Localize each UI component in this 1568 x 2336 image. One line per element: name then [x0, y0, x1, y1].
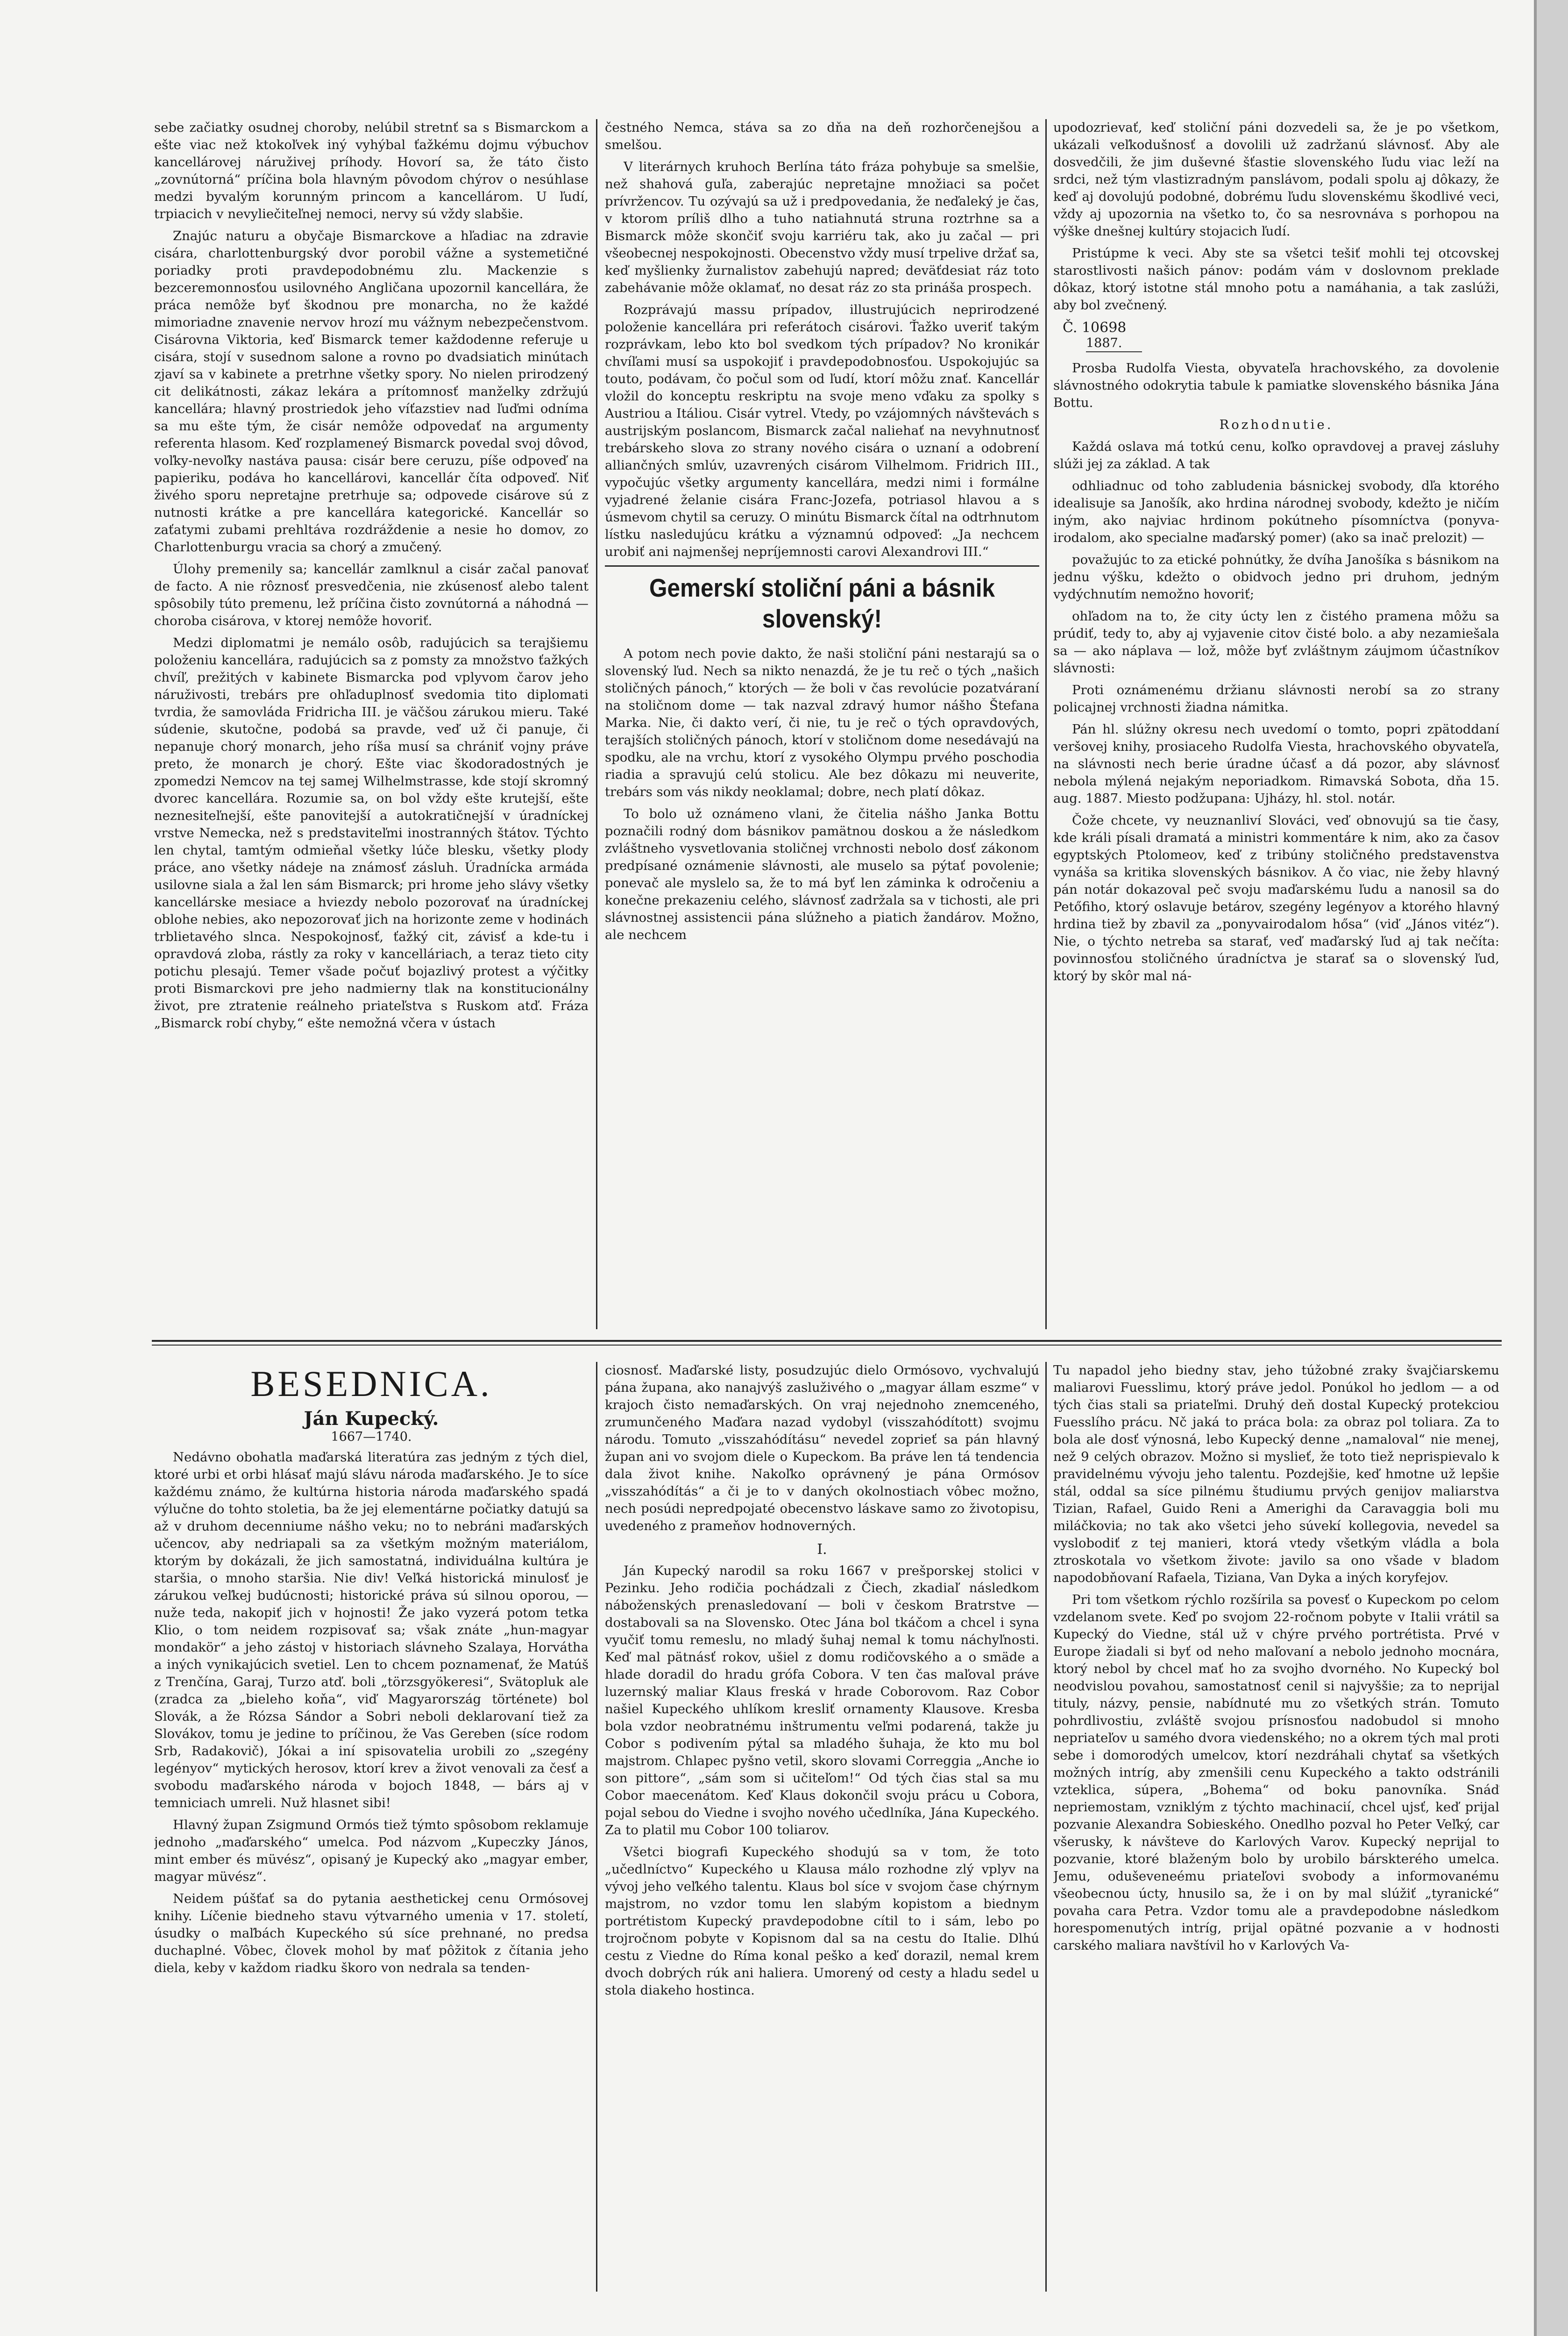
article-divider	[605, 565, 1039, 567]
paragraph: Ján Kupecký narodil sa roku 1667 v prešporskej stolici v Pezinku. Jeho rodičia pochádzali z Čiech, zkadiaľ následkom náboženských prenasledovaní — boli v českom Bratrstve — dostabovali sa na Slovensko. Otec Jána bol tkáčom a chcel i syna vyučiť tomu remeslu, no mladý šuhaj nemal k tomu náchyľnosti. Keď mal pätnásť rokov, ušiel z domu rodičovského a o smäde a hlade doradil do hradu grófa Cobora. V ten čas maľoval práve luzernský maliar Klaus freská v hrade Coborovom. Raz Cobor našiel Kupeckého uhlíkom kresliť ornamenty Klausove. Kresba bola vzdor neobratnému inštrumentu veľmi podarená, takže ju Cobor s podivením pýtal sa mladého šuhaja, že kto mu bol majstrom. Chlapec pyšno vetil, skoro slovami Correggia „Anche io son pittore“, „sám som si učiteľom!“ Od tých čias stal sa mu Cobor maecenátom. Keď Klaus dokončil svoju prácu u Cobora, pojal sebou do Viedne i svojho nového učedlníka, Jána Kupeckého. Za to platil mu Cobor 100 toliarov.	[605, 1563, 1039, 1837]
paragraph: Proti oznámenému držianu slávnosti nerobí sa zo strany policajnej vrchnosti žiadna námitka.	[1053, 683, 1499, 715]
column-bottom-middle	[605, 1362, 1039, 2292]
column-top-left	[154, 119, 589, 1329]
paragraph: Každá oslava má totkú cenu, koľko opravdovej a pravej zásluhy slúži jej za základ. A tak	[1053, 439, 1499, 471]
column-bottom-left	[154, 1362, 589, 2292]
column-divider	[1045, 119, 1047, 1329]
column-divider	[1045, 1362, 1047, 2292]
paragraph: Prosba Rudolfa Viesta, obyvateľa hrachovského, za dovolenie slávnostného odokrytia tabule k pamiatke slovenského básnika Jána Bottu.	[1053, 361, 1499, 410]
page-edge	[1537, 0, 1568, 2336]
paragraph: Medzi diplomatmi je nemálo osôb, radujúcich sa terajšiemu položeniu kancellára, radujúcich sa z pomsty za množstvo ťažkých chvíľ, prežitých v kabinete Bismarcka pod vplyvom čarov jeho náruživosti, trebárs pre ohľaduplnosť svedomia tito diplomati tvrdia, že samovláda Fridricha III. je väčšou zárukou mieru. Také súdenie, skutočne, podobá sa pravde, veď už či panuje, či nepanuje chorý monarch, jeho ríša musí sa chrániť vojny práve preto, že monarch je chorý. Ešte viac škodoradostných je zpomedzi Nemcov na tej samej Wilhelmstrasse, kde stojí skromný dvorec kancellára. Rozumie sa, on bol vždy ešte krutejší, ešte neznesiteľnejší, ešte panovitejší a autokratičnejší v úradníckej vrstve Nemecka, než s predstaviteľmi inostranných štátov. Týchto len chytal, tamtým odmieňal všetky lúče blesku, všetky plody práce, ano všetky nádeje na známosť zásluh. Úradnícka armáda usilovne siala a žal len sám Bismarck; pri hrome jeho slávy všetky kancellárske mesiace a hviezdy nebolo pozorovať na úradníckej oblohe nebies, ako nepozorovať jich na horizonte zeme v hodinách trblietavého slnca. Nespokojnosť, ťažký cit, závisť a kde-tu i opravdová zloba, rástly za roky v kancelláriach, a teraz tieto city potichu plesajú. Temer všade počuť bojazlivý protest a výčitky proti Bismarckovi pre jeho nadmierny tlak na konstitucionálny život, pre ztratenie reálneho priateľstva s Ruskom atď. Fráza „Bismarck robí chyby,“ ešte nemožná včera v ústach	[154, 635, 589, 1031]
decision-heading: Rozhodnutie.	[1219, 417, 1334, 432]
paragraph: Nedávno obohatla maďarská literatúra zas jedným z tých diel, ktoré urbi et orbi hlásať majú slávu národa maďarského. Je to síce každému známo, že kultúrna historia národa maďarského spadá výlučne do tohto stoletia, ba že jej elementárne počiatky datujú sa až v druhom decenniume nášho veku; no to nebráni maďarských učencov, aby nedriapali sa za všetkým možným materiálom, ktorým by dokázali, že jich samostatná, individuálna kultúra je staršia, o mnoho staršia. Nie div! Veľká historická minulosť je zárukou veľkej budúcnosti; historické práva sú silnou oporou, — nuže teda, nakopiť jich v hojnosti! Že jako vyzerá potom tetka Klio, o tom neidem rozpisovať sa; však znáte „hun-magyar mondakör“ a jeho zástoj v historiach slávneho Szalaya, Horvátha a iných vynikajúcich svetiel. Len to chcem poznamenať, že Matúš z Trenčína, Garaj, Turzo atď. boli „törzsgyökeresi“, Svätopluk ale (zradca za „bieleho koňa“, viď Magyarország története) bol Slovák, a že Rózsa Sándor a Sobri neboli deklarovaní tiež za Slovákov, tomu je jedine to príčinou, že Vas Gereben (síce rodom Srb, Radakovič), Jókai a iní spisovatelia urobili zo „szegény legényov“ mytických herosov, ktorí krev a život venovali za česť a svobodu maďarského národa v bojoch 1848, — bárs aj v temniciach umreli. Nuž hlasnet sibi!	[154, 1450, 589, 1810]
paragraph: upodozrievať, keď stoliční páni dozvedeli sa, že je po všetkom, ukázali veľkodušnosť a dovolili už zadržanú slávnosť. Aby ale dosvedčili, že jim duševné šťastie slovenského ľudu viac leží na srdci, než tým vlastizradným panslávom, podali spolu aj dôkazy, že keď aj dovolujú podobné, dobrému ľudu slovenskému škodlivé veci, vždy aj upozornia na všetko to, čo sa nesrovnáva s porhopou na výške dnešnej kultúry stojacich ľudí.	[1053, 120, 1499, 239]
paragraph: Všetci biografi Kupeckého shodujú sa v tom, že toto „učedlníctvo“ Kupeckého u Klausa málo rozhodne zlý vplyv na vývoj jeho veľkého talentu. Klaus bol síce v svojom čase chýrnym majstrom, no vzdor tomu len slabým kopistom a biednym portrétistom Kupecký pravdepodobne cítil to i sám, lebo po trojročnom pobyte v Kopisnom dal sa na cestu do Italie. Dlhú cestu z Viedne do Ríma konal peško a keď dorazil, nemal krem dvoch dobrých rúk ani haliera. Umorený od cesty a hladu sedel u stola diakeho hostinca.	[605, 1845, 1039, 1998]
document-number: Č. 10698	[1063, 320, 1127, 336]
article-title-kupecky: Ján Kupecký.	[304, 1408, 439, 1430]
paragraph: ciosnosť. Maďarské listy, posudzujúc dielo Ormósovo, vychvalujú pána župana, ako nanajvýš zasluživého o „magyar állam eszme“ v krajoch čisto nemaďarských. On vraj nejednoho znemceného, zrumunčeného Maďara nazad vydobyl (visszahódított) svojmu národu. Tomuto „visszahódításu“ nevedel zoprieť sa pán hlavný župan ani vo svojom diele o Kupeckom. Ba práve len tá tendencia dala život knihe. Nakoľko oprávnený je pána Ormósov „visszahódítás“ a či je to v daných okolnostiach vôbec možno, nech posúdi nepredpojaté obecenstvo láskave samo zo životopisu, uvedeného z prameňov hodnoverných.	[605, 1363, 1039, 1533]
paragraph: Tu napadol jeho biedny stav, jeho túžobné zraky švajčiarskemu maliarovi Fuesslimu, ktorý práve jedol. Ponúkol ho jedlom — a od tých čias stali sa priateľmi. Druhý deň dostal Kupecký protekciou Fuesslího prácu. Nč jaká to práca bola: za obraz pol toliara. Za to bola ale dosť výnosná, lebo Kupecký denne „namaloval“ nie menej, než 9 celých obrazov. Možno si myslieť, že toto tiež neprispievalo k pravidelnému vývoju jeho talentu. Pozdejšie, keď hmotne už lepšie stál, oddal sa síce pilnému študiumu prvých genijov maliarstva Tizian, Rafael, Guido Reni a Amerighi da Caravaggia boli mu miláčkovia; no tak ako všetci jeho súvekí kollegovia, nevedel sa vyslobodiť z tej manieri, ktorá vtedy všetkým vládla a bola ztroskotala vo všetkom živote: javilo sa ono všade v bladom napodobňovaní Rafaela, Tiziana, Van Dyka a iných koryfejov.	[1053, 1363, 1499, 1585]
paragraph: Rozprávajú massu prípadov, illustrujúcich neprirodzené položenie kancellára pri referátoch cisárovi. Ťažko uveriť takým rozprávkam, lebo kto bol svedkom tých prípadov? No kronikár chvíľami musí sa uspokojiť i pravdepodobnosťou. Uspokojujúc sa touto, podávam, čo počul som od ľudí, ktorí môžu znať. Kancellár vložil do konceptu reskriptu na svoje meno vďaku za spolky s Austriou a Itáliou. Cisár vytrel. Vtedy, po vzájomných návštevách s austrijským poslancom, Bismarck začal naliehať na nevyhnutnosť trebárskeho slova zo strany nového cisára o uznaní a odobrení alliančných smlúv, uzavrených cisárom Vilhelmom. Fridrich III., vypočujúc všetky argumenty kancellára, medzi nimi i formálne vyjadrené želanie cisára Franc-Jozefa, potriasol hlavou a s úsmevom chytil sa ceruzy. O minútu Bismarck čítal na odtrhnutom lístku nasledujúcu krátku a významnú odpoveď: „Ja nechcem urobiť ani najmenšej nepríjemnosti carovi Alexandrovi III.“	[605, 302, 1039, 559]
paragraph: Hlavný župan Zsigmund Ormós tiež týmto spôsobom reklamuje jednoho „maďarského“ umelca. Pod názvom „Kupeczky János, mint ember és müvész“, opisaný je Kupecký ako „magyar ember, magyar müvész“.	[154, 1817, 589, 1884]
paragraph: Neidem púšťať sa do pytania aesthetickej cenu Ormósovej knihy. Líčenie biedneho stavu výtvarného umenia v 17. století, úsudky o maľbách Kupeckého sú síce prehnané, no predsa duchaplné. Vôbec, človek mohol by mať pôžitok z čítania jeho diela, keby v každom riadku škoro von nedrala sa tenden-	[154, 1891, 589, 1975]
paragraph: považujúc to za etické pohnútky, že dvíha Janošíka s básnikom na jednu výšku, kdežto o obidvoch jedno pri druhom, jedným vydýchnutím nemožno hovoriť;	[1053, 552, 1499, 602]
paragraph: ohľadom na to, že city úcty len z čistého pramena môžu sa prúdiť, tedy to, aby aj vyjavenie citov čisté bolo. a aby nezamiešala sa — ako náplava — lož, môže byť zvláštnym záujmom účastníkov slávnosti:	[1053, 609, 1499, 676]
column-top-right	[1053, 119, 1499, 1329]
chapter-number: I.	[817, 1541, 827, 1558]
document-year: 1887.	[1086, 336, 1142, 352]
paragraph: Pri tom všetkom rýchlo rozšírila sa povesť o Kupeckom po celom vzdelanom svete. Keď po svojom 22-ročnom pobyte v Italii vrátil sa Kupecký do Viedne, stál už v chýre prvého portrétista. Prvé v Europe žiadali si byť od neho maľovaní a nebolo jednoho mocnára, ktorý nebol by chcel mať ho za svojho dvorného. No Kupecký bol neodvislou povahou, samostatnosť cenil si najvyššie; za to neprijal tituly, názvy, pensie, nabídnuté mu zo všetkých strán. Tomuto pohrdlivostiu, zvláště svojou prísnosťou nadobudol si mnoho nepriateľov u samého dvora viedenského; no a okrem tých mal proti sebe i domorodých umelcov, ktorí nezdráhali chytať sa všetkých možných intríg, aby zmenšili cenu Kupeckého a takto odstránili vzteklica, súpera, „Bohema“ od boku panovníka. Snáď nepriemostam, vzniklým z týchto machinacií, chcel ujsť, keď prijal pozvanie Alexandra Sobieského. Onedlho pozval ho Peter Veľký, car všerusky, k návšteve do Karlových Varov. Kupecký neprijal to pozvanie, ktoré blaženým bolo by urobilo bárskterého umelca. Jemu, oduševeneému priateľovi svobody a informovanému všeobecnou úcty, hnusilo sa, že i on by mal slúžiť „tyranické“ povaha cara Petra. Vzdor tomu ale a pravdepodobne následkom horespomenutých intríg, prijal opätné pozvanie a v hodnosti carského maliara navštívil ho v Karlových Va-	[1053, 1592, 1499, 1953]
paragraph: čestného Nemca, stáva sa zo dňa na deň rozhorčenejšou a smelšou.	[605, 120, 1039, 152]
article-title-gemer: Gemerskí stoliční páni a básnik slovenský!	[649, 573, 995, 633]
paragraph: Znajúc naturu a obyčaje Bismarckove a hľadiac na zdravie cisára, charlottenburgský dvor porobil vážne a systemetičné poriadky proti pravdepodobnému zlu. Mackenzie s bezceremonnosťou usilovného Angličana upozornil kancellára, že práca nemôže byť škodnou pre monarcha, no že každé mimoriadne znavenie nervov hrozí mu vážnym nebezpečenstvom. Cisárovna Viktoria, keď Bismarck temer každodenne referuje u cisára, stojí v susednom salone a rovno po dvadsiatich minútach zjaví sa v kabinete a pretrhne všetky spory. No nielen prirodzený cit delikátnosti, zákaz lekára a prítomnosť manželky zdržujú kancellára; hlavný prostriedok jeho víťazstiev nad ľuďmi odníma sa mu ešte tým, že cisár nemôže odpovedať na argumenty referenta hlasom. Keď rozplameneý Bismarck povedal svoj dôvod, voľky-nevoľky nastáva pausa: cisár bere ceruzu, píše odpoveď na papieriku, podáva ho kancellárovi, kancellár číta odpoveď. Niť živého sporu nepretajne pretrhuje sa; odpovede cisárove sú z nutnosti krátke a pre kancellára kategorické. Kancellár so zaťatymi zubami prehltáva rozdráždenie a nesie ho domov, zo Charlottenburgu vracia sa chorý a zmučený.	[154, 228, 589, 555]
section-divider-thin	[152, 1345, 1502, 1346]
paragraph: A potom nech povie dakto, že naši stoliční páni nestarajú sa o slovenský ľud. Nech sa nikto nenazdá, že je tu reč o tých „našich stoličných pánoch,“ ktorých — že boli v čas revolúcie pozatváraní na stoličnom dome — tak nazval zdravý humor nášho Štefana Marka. Nie, či dakto verí, či nie, tu je reč o tých opravdových, terajších stoličných pánoch, ktorí v stoličnom dome nesedávajú na spodku, ale na vrchu, ktorí z vysokého Olympu prvého poschodia riadia a spravujú celú stolicu. Ale bez dôkazu mi neuverite, trebárs som vás nikdy neoklamal; dobre, nech platí dôkaz.	[605, 646, 1039, 799]
column-bottom-right	[1053, 1362, 1499, 2292]
paragraph: V literárnych kruhoch Berlína táto fráza pohybuje sa smelšie, než shahová guľa, zaberajúc nepretajne množiaci sa počet prívržencov. Tu ozývajú sa už i predpovedania, že neďaleký je čas, v ktorom príliš dlho a tuho natiahnutá struna roztrhne sa a Bismarck môže skončiť svoju karriéru tak, ako ju začal — pri všeobecnej nespokojnosti. Obecenstvo vždy musí trpelive držať sa, keď myšlienky žurnalistov zabehujú napred; deväťdesiat ráz toto zabehávanie môže oklamať, no desat ráz zo sta prináša prospech.	[605, 159, 1039, 295]
paragraph: To bolo už oznámeno vlani, že čitelia nášho Janka Bottu poznačili rodný dom básnikov pamätnou doskou a že následkom zvláštneho vysvetlovania stoličnej vrchnosti nebolo dosť zákonom predpísané oznámenie slávnosti, ale muselo sa pýtať povolenie; ponevač ale myslelo sa, že to má byť len záminka k odročeniu a konečne prekazeniu celého, slávnosť zadržala sa v tichosti, ale pri slávnostnej assistencii pána slúžneho a piatich žandárov. Možno, ale nechcem	[605, 806, 1039, 942]
paragraph: odhliadnuc od toho zabludenia básnickej svobody, dľa ktorého idealisuje sa Janošík, ako hrdina národnej svobody, kdežto je ničím iným, ako najviac hrdinom pokútneho písomníctva (ponyva-irodalom, ako specialne maďarský pomer) (ako sa inač prelozit) —	[1053, 478, 1499, 545]
paragraph: Pán hl. slúžny okresu nech uvedomí o tomto, popri zpätoddaní veršovej knihy, prosiaceho Rudolfa Viesta, hrachovského obyvateľa, na slávnosti nech berie úradne účasť a dá pozor, aby slávnosť nebola mýlená nejakým neporiadkom. Rimavská Sobota, dňa 15. aug. 1887. Miesto podžupana: Ujházy, hl. stol. notár.	[1053, 722, 1499, 806]
column-top-middle	[605, 119, 1039, 1329]
paragraph: Čože chcete, vy neuznanliví Slováci, veď obnovujú sa tie časy, kde králi písali dramatá a ministri kommentáre k nim, ako za časov egyptských Ptolomeov, keď z tribúny stoličného predstavenstva vynáša sa kritika slovenských básnikov. A čo viac, nie žeby hlavný pán notár dokazoval peč svoju maďarskému ľudu a nanosil sa do Petőfiho, ktorý oslavuje betárov, szegény legényov a ktorého hlavný hrdina tiež by zbavil za „ponyvairodalom hősa“ (viď „János vitéz“). Nie, o týchto netreba sa starať, veď maďarský ľud aj tak nečíta: povinnosťou stoličného úradníctva je starať sa o slovenský ľud, ktorý by skôr mal ná-	[1053, 813, 1499, 983]
section-divider	[152, 1340, 1502, 1342]
paragraph: sebe začiatky osudnej choroby, nelúbil stretnť sa s Bismarckom a ešte viac než ktokoľvek iný vyhýbal ťažkému dojmu výbuchov kancellárovej náruživej príhody. Hovorí sa, že táto čisto „zovnútorná“ príčina bola hlavným pôvodom chýrov o nesúhlase medzi byvalým korunným princom a kancellárom. U ľudí, trpiacich v nevyliečiteľnej nemoci, nervy sú vždy slabšie.	[154, 120, 589, 221]
column-divider	[596, 119, 597, 1329]
article-dates: 1667—1740.	[331, 1430, 412, 1444]
paragraph: Úlohy premenily sa; kancellár zamlknul a cisár začal panovať de facto. A nie rôznosť presvedčenia, nie zkúsenosť alebo talent spôsobily túto premenu, lež príčina čisto zovnútorná a náhodná — choroba cisárova, v ktorej nemôže hovoriť.	[154, 562, 589, 628]
section-title-besednica: BESEDNICA.	[250, 1363, 492, 1404]
column-divider	[596, 1362, 597, 2292]
paragraph: Pristúpme k veci. Aby ste sa všetci tešiť mohli tej otcovskej starostlivosti našich pánov: podám vám v doslovnom preklade dôkaz, ktorý istotne stál mnoho potu a namáhania, a tak zaslúži, aby bol zvečnený.	[1053, 246, 1499, 313]
